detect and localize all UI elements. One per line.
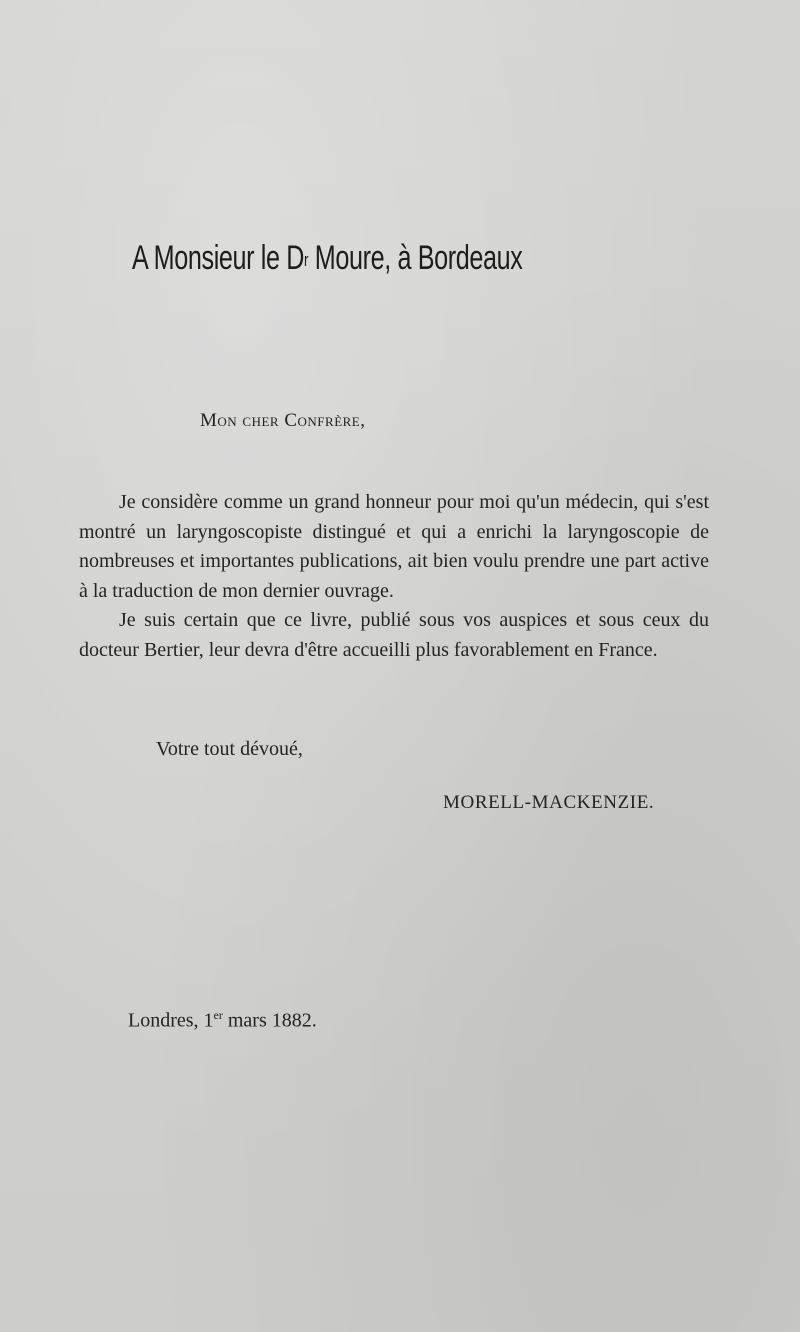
letter-paragraph-1: Je considère comme un grand honneur pour moi qu'un médecin, qui s'est montré un laryngoscopiste distingué et qui a enrichi la laryngoscopie de nombreuses et importantes publications, ait bien voulu prendre une part active à la traduction de mon dernier ouvrage. — [79, 491, 709, 602]
dateline-day: 1 — [203, 1009, 214, 1032]
dedication-heading — [132, 232, 532, 284]
salutation: Mon cher Confrère, — [200, 410, 366, 431]
letter-paragraph-2: Je suis certain que ce livre, publié sous vos auspices et sous ceux du docteur Bertier, leur devra d'être accueilli plus favorablement en France. — [79, 609, 709, 661]
dedication-title-superscript: r — [304, 250, 309, 270]
dedication-suffix: Moure, à Bordeaux — [308, 239, 523, 277]
letter-signature: MORELL-MACKENZIE. — [443, 792, 655, 813]
dedication-prefix: A Monsieur le D — [132, 239, 305, 277]
dateline-day-superscript: er — [213, 1008, 223, 1022]
dateline-place: Londres, — [128, 1009, 204, 1032]
dateline-rest: mars 1882. — [222, 1009, 317, 1032]
letter-closing: Votre tout dévoué, — [156, 738, 303, 760]
letter-body — [79, 488, 709, 665]
dateline — [128, 1008, 317, 1033]
